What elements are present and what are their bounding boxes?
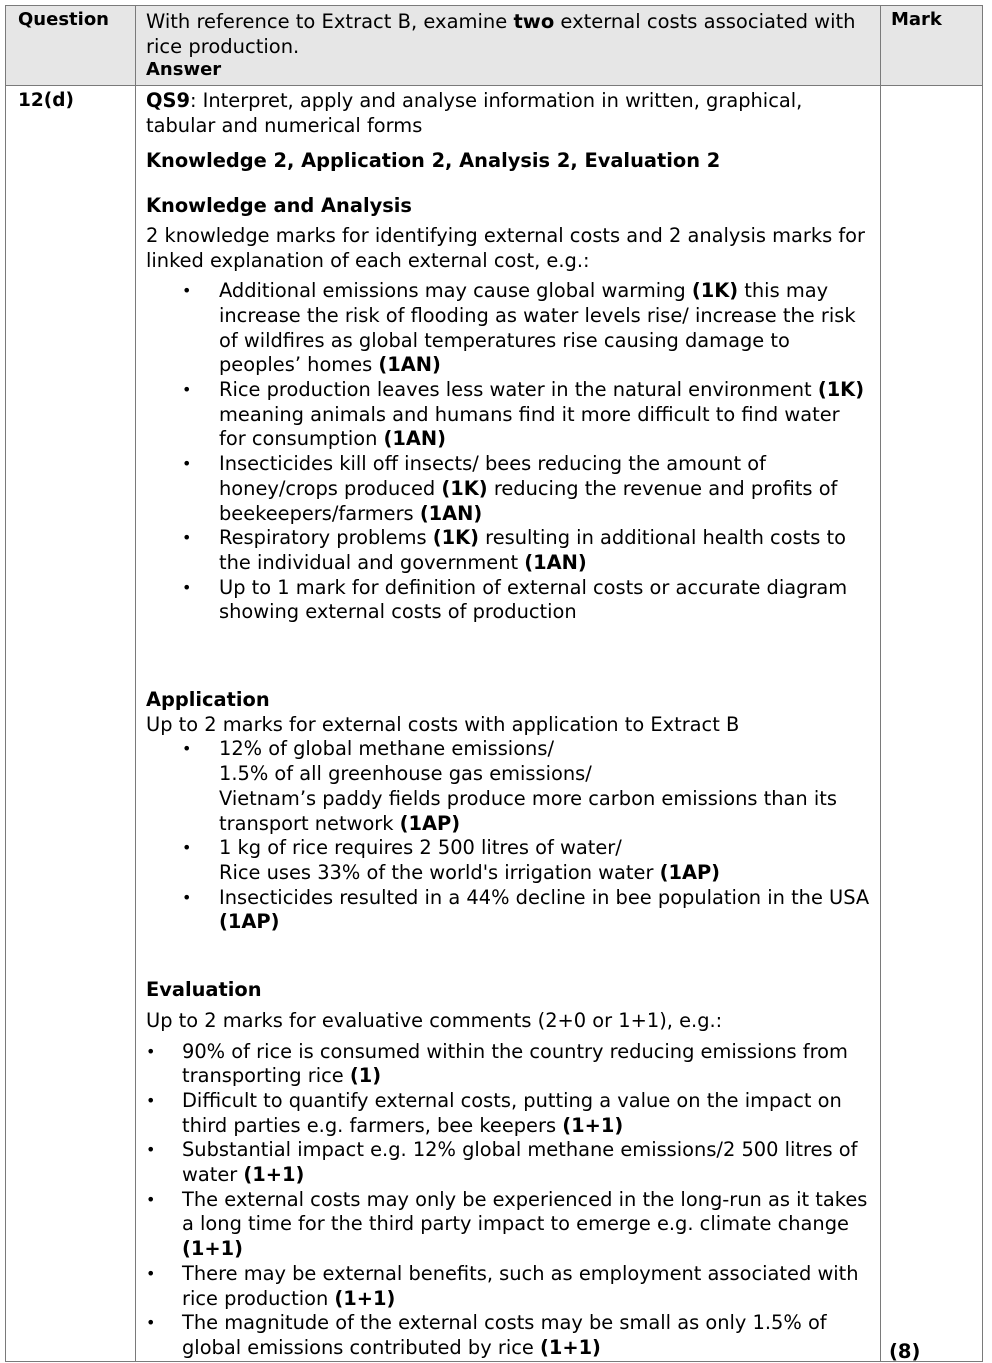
mark-code: (1AN) (383, 427, 446, 451)
answer-cell (136, 86, 881, 1362)
header-row (6, 6, 983, 86)
mark-header-label: Mark (891, 9, 942, 30)
bullet-text: 90% of rice is consumed within the country reducing emissions from transporting rice (182, 1039, 848, 1088)
bullet-text: Rice uses 33% of the world's irrigation water (219, 860, 660, 884)
list-item (146, 279, 870, 378)
evaluation-list (146, 1040, 870, 1361)
bullet-icon: • (182, 454, 192, 474)
list-item (146, 1138, 870, 1187)
question-text-cell (136, 6, 881, 86)
bullet-text: The magnitude of the external costs may be small as only 1.5% of global emissions contributed by rice (182, 1311, 827, 1359)
bullet-icon: • (146, 1263, 156, 1283)
bullet-text: Rice production leaves less water in the natural environment (219, 378, 818, 402)
list-item (146, 1089, 870, 1138)
bullet-icon: • (146, 1041, 156, 1061)
bullet-text: Vietnam’s paddy fields produce more carbon emissions than its transport network (219, 786, 837, 835)
bullet-text: 1 kg of rice requires 2 500 litres of water/ (219, 836, 622, 860)
mark-code: (1+1) (243, 1163, 305, 1187)
question-text-emphasis: two (513, 10, 555, 33)
application-intro: Up to 2 marks for external costs with application to Extract B (146, 712, 740, 736)
bullet-icon: • (146, 1140, 156, 1160)
mark-code: (1K) (691, 279, 739, 303)
bullet-icon: • (146, 1313, 156, 1333)
bullet-icon: • (182, 380, 192, 400)
bullet-text: this may increase the risk of flooding as water levels rise/ increase the risk of wildfires as global temperatures rise causing damage to peoples’ homes (219, 279, 856, 377)
application-heading: Application (146, 688, 270, 712)
mark-code: (1AP) (399, 811, 461, 835)
knowledge-analysis-heading: Knowledge and Analysis (146, 194, 412, 218)
mark-code: (1K) (432, 526, 480, 550)
bullet-line (219, 861, 870, 886)
list-item (146, 836, 870, 885)
bullet-text: reducing the revenue and profits of beekeepers/farmers (219, 476, 838, 525)
question-number-cell (6, 86, 136, 1362)
bullet-text: Difficult to quantify external costs, putting a value on the impact on third parties e.g. farmers, bee keepers (182, 1088, 842, 1137)
question-header-cell (6, 6, 136, 86)
bullet-line (219, 762, 870, 787)
bullet-line (219, 836, 870, 861)
bullet-text: Insecticides kill off insects/ bees reducing the amount of honey/crops produced (219, 452, 766, 500)
list-item (146, 1311, 870, 1360)
list-item (146, 1188, 870, 1262)
list-item (146, 576, 870, 625)
mark-cell (881, 86, 983, 1362)
mark-code: (1AN) (378, 353, 441, 377)
bullet-text: The external costs may only be experienced in the long-run as it takes a long time for the third party impact to emerge e.g. climate change (182, 1187, 868, 1236)
bullet-text: meaning animals and humans find it more difficult to find water for consumption (219, 402, 840, 451)
evaluation-intro: Up to 2 marks for evaluative comments (2+0 or 1+1), e.g.: (146, 1008, 723, 1032)
answer-content (136, 86, 880, 1361)
bullet-text: 12% of global methane emissions/ (219, 737, 554, 761)
mark-code: (1+1) (182, 1237, 243, 1261)
marks-breakdown: Knowledge 2, Application 2, Analysis 2, Evaluation 2 (146, 149, 721, 173)
bullet-icon: • (182, 887, 192, 907)
mark-code: (1+1) (562, 1113, 624, 1137)
bullet-icon: • (182, 528, 192, 548)
bullet-text: Substantial impact e.g. 12% global methane emissions/2 500 litres of water (182, 1138, 858, 1187)
mark-total: (8) (889, 1339, 921, 1363)
bullet-icon: • (182, 281, 192, 301)
mark-scheme-table (5, 5, 983, 1362)
bullet-text: Insecticides resulted in a 44% decline in bee population in the USA (219, 885, 870, 909)
bullet-icon: • (182, 739, 192, 759)
mark-header-cell (881, 6, 983, 86)
bullet-text: Respiratory problems (219, 526, 433, 550)
mark-code: (1AN) (419, 501, 483, 525)
bullet-icon: • (182, 838, 192, 858)
list-item (146, 737, 870, 836)
list-item (146, 1040, 870, 1089)
question-text-part: external costs associated with rice production. (146, 10, 856, 58)
qs-code: QS9 (146, 89, 190, 112)
bullet-icon: • (146, 1090, 156, 1110)
bullet-line (219, 886, 870, 935)
question-header-label: Question (18, 9, 109, 30)
bullet-line (219, 737, 870, 762)
knowledge-analysis-intro: 2 knowledge marks for identifying external costs and 2 analysis marks for linked explanation of each external cost, e.g.: (146, 223, 866, 272)
bullet-text: There may be external benefits, such as employment associated with rice production (182, 1261, 859, 1310)
qs-statement (146, 89, 870, 138)
bullet-line (219, 787, 870, 836)
list-item (146, 1262, 870, 1311)
evaluation-heading: Evaluation (146, 978, 262, 1002)
mark-code: (1+1) (539, 1335, 601, 1359)
bullet-text: 1.5% of all greenhouse gas emissions/ (219, 762, 592, 786)
qs-text: : Interpret, apply and analyse information in written, graphical, tabular and numerical forms (146, 89, 803, 137)
question-text-part: With reference to Extract B, examine (146, 10, 514, 33)
question-text (136, 6, 880, 59)
bullet-text: resulting in additional health costs to the individual and government (219, 526, 846, 574)
application-list (146, 737, 870, 935)
list-item (146, 378, 870, 452)
knowledge-analysis-list (146, 279, 870, 625)
bullet-icon: • (182, 577, 192, 597)
mark-code: (1AP) (659, 860, 721, 884)
answer-header-label: Answer (146, 59, 222, 80)
bullet-text: Up to 1 mark for definition of external costs or accurate diagram showing external costs of production (219, 575, 848, 624)
bullet-text: Additional emissions may cause global warming (219, 279, 692, 303)
mark-code: (1AP) (219, 910, 280, 934)
list-item (146, 526, 870, 575)
mark-code: (1) (349, 1064, 382, 1088)
mark-code: (1+1) (334, 1286, 396, 1310)
list-item (146, 452, 870, 526)
question-number: 12(d) (18, 90, 74, 111)
answer-row (6, 86, 983, 1362)
bullet-icon: • (146, 1189, 156, 1209)
mark-code: (1K) (817, 378, 865, 402)
mark-code: (1AN) (524, 550, 587, 574)
mark-code: (1K) (441, 476, 488, 500)
list-item (146, 886, 870, 935)
